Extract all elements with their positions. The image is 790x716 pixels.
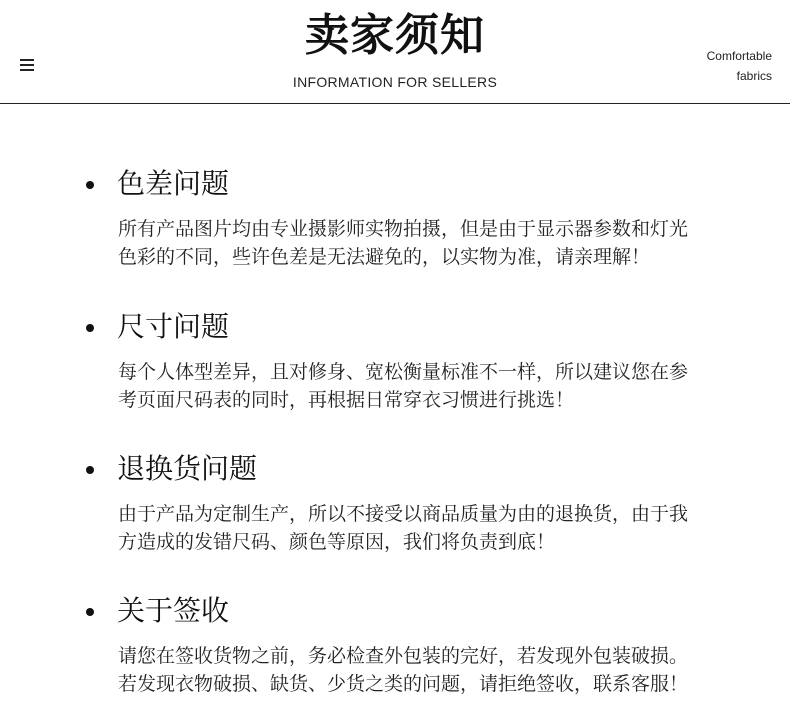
bullet-icon [86, 181, 94, 189]
section-title: 尺寸问题 [117, 310, 230, 343]
section-body-line: 若发现衣物破损、缺货、少货之类的问题，请拒绝签收，联系客服！ [118, 673, 689, 695]
tagline-line-1: Comfortable [706, 49, 772, 63]
section-body-line: 每个人体型差异，且对修身、宽松衡量标准不一样，所以建议您在参 [118, 361, 689, 383]
section-body [118, 358, 718, 414]
section-body-line: 所有产品图片均由专业摄影师实物拍摄，但是由于显示器参数和灯光 [118, 218, 689, 240]
section-body-line: 考页面尺码表的同时，再根据日常穿衣习惯进行挑选！ [118, 389, 575, 411]
page-title: 卖家须知 [305, 10, 485, 61]
section-body-line: 方造成的发错尺码、颜色等原因，我们将负责到底！ [118, 531, 556, 553]
section-title: 关于签收 [117, 594, 230, 627]
tagline [672, 46, 772, 86]
bullet-icon [86, 608, 94, 616]
header [0, 0, 790, 104]
section-body-line: 请您在签收货物之前，务必检查外包装的完好，若发现外包装破损。 [118, 645, 689, 667]
section-body [118, 215, 718, 271]
section-title: 退换货问题 [117, 452, 258, 485]
tagline-line-2: fabrics [736, 69, 772, 83]
page-subtitle: INFORMATION FOR SELLERS [292, 74, 498, 90]
section-title: 色差问题 [117, 167, 230, 200]
bullet-icon [86, 466, 94, 474]
section-body-line: 由于产品为定制生产，所以不接受以商品质量为由的退换货，由于我 [118, 503, 689, 525]
section-body-line: 色彩的不同，些许色差是无法避免的，以实物为准，请亲理解！ [118, 246, 651, 268]
section-body [118, 500, 718, 556]
bullet-icon [86, 324, 94, 332]
section-body [118, 642, 718, 698]
